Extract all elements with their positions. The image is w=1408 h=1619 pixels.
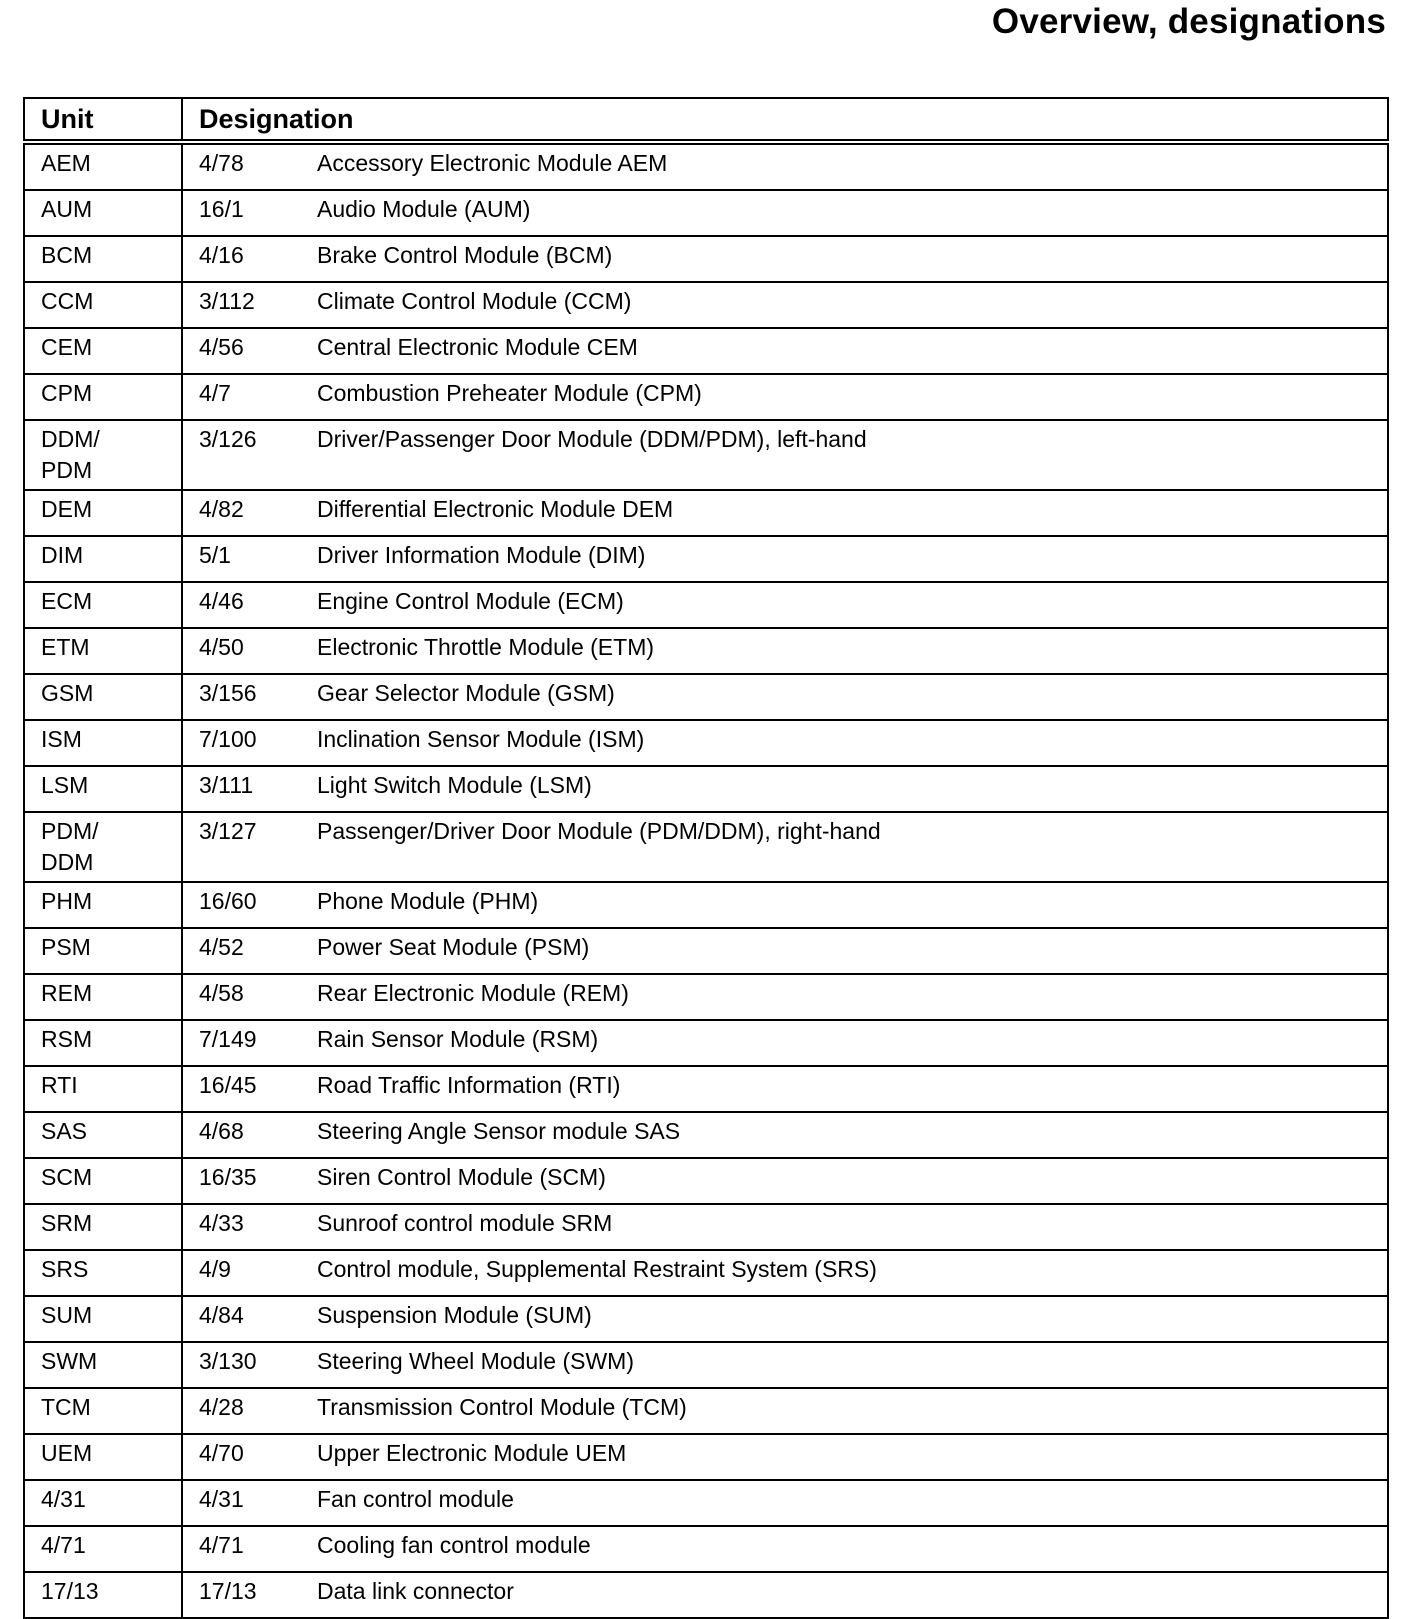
designation-code: 4/16 bbox=[199, 242, 244, 268]
designation-code: 4/28 bbox=[199, 1394, 244, 1420]
unit-cell bbox=[24, 674, 182, 720]
designation-cell bbox=[182, 1572, 1388, 1618]
designation-cell bbox=[182, 1204, 1388, 1250]
designation-code: 4/33 bbox=[199, 1210, 244, 1236]
designation-description: Light Switch Module (LSM) bbox=[317, 772, 592, 798]
designation-description: Fan control module bbox=[317, 1486, 514, 1512]
unit-name: SRS bbox=[41, 1256, 89, 1282]
table-row bbox=[24, 766, 1388, 812]
designation-code: 4/71 bbox=[199, 1532, 244, 1558]
designation-description: Transmission Control Module (TCM) bbox=[317, 1394, 687, 1420]
unit-name: REM bbox=[41, 980, 93, 1006]
designation-description: Cooling fan control module bbox=[317, 1532, 591, 1558]
designation-cell bbox=[182, 1480, 1388, 1526]
table-row bbox=[24, 1250, 1388, 1296]
designation-description: Climate Control Module (CCM) bbox=[317, 288, 632, 314]
unit-name: 17/13 bbox=[41, 1578, 99, 1604]
designation-description: Rear Electronic Module (REM) bbox=[317, 980, 629, 1006]
designation-description: Rain Sensor Module (RSM) bbox=[317, 1026, 599, 1052]
table-row bbox=[24, 536, 1388, 582]
unit-name: SCM bbox=[41, 1164, 93, 1190]
unit-cell bbox=[24, 190, 182, 236]
designation-code: 4/7 bbox=[199, 380, 231, 406]
designation-description: Suspension Module (SUM) bbox=[317, 1302, 592, 1328]
table-row bbox=[24, 328, 1388, 374]
designation-cell bbox=[182, 374, 1388, 420]
table-row bbox=[24, 1112, 1388, 1158]
designation-description: Audio Module (AUM) bbox=[317, 196, 531, 222]
unit-cell bbox=[24, 142, 182, 190]
unit-cell bbox=[24, 236, 182, 282]
table-row bbox=[24, 720, 1388, 766]
unit-name: PDM/ DDM bbox=[41, 818, 99, 875]
designation-code: 4/9 bbox=[199, 1256, 231, 1282]
designation-cell bbox=[182, 536, 1388, 582]
table-row bbox=[24, 974, 1388, 1020]
unit-name: AUM bbox=[41, 196, 93, 222]
table-header-row bbox=[24, 98, 1388, 142]
unit-name: PSM bbox=[41, 934, 91, 960]
designation-code: 3/126 bbox=[199, 426, 257, 452]
table-row bbox=[24, 1434, 1388, 1480]
unit-name: RSM bbox=[41, 1026, 93, 1052]
unit-cell bbox=[24, 1388, 182, 1434]
designation-cell bbox=[182, 328, 1388, 374]
unit-cell bbox=[24, 812, 182, 882]
unit-cell bbox=[24, 582, 182, 628]
designation-code: 7/149 bbox=[199, 1026, 257, 1052]
designation-code: 4/50 bbox=[199, 634, 244, 660]
designation-description: Combustion Preheater Module (CPM) bbox=[317, 380, 702, 406]
designation-cell bbox=[182, 928, 1388, 974]
unit-name: CPM bbox=[41, 380, 93, 406]
designation-code: 3/111 bbox=[199, 772, 254, 798]
designation-code: 4/58 bbox=[199, 980, 244, 1006]
table-row bbox=[24, 1204, 1388, 1250]
unit-cell bbox=[24, 1158, 182, 1204]
designation-cell bbox=[182, 1296, 1388, 1342]
unit-name: ETM bbox=[41, 634, 90, 660]
designation-code: 3/156 bbox=[199, 680, 257, 706]
table-row bbox=[24, 282, 1388, 328]
designation-description: Driver Information Module (DIM) bbox=[317, 542, 646, 568]
designation-cell bbox=[182, 282, 1388, 328]
designation-cell bbox=[182, 628, 1388, 674]
designation-description: Data link connector bbox=[317, 1578, 514, 1604]
unit-cell bbox=[24, 1112, 182, 1158]
designation-cell bbox=[182, 1020, 1388, 1066]
table-row bbox=[24, 142, 1388, 190]
table-row bbox=[24, 812, 1388, 882]
unit-cell bbox=[24, 1250, 182, 1296]
table-row bbox=[24, 1572, 1388, 1618]
designation-code: 16/1 bbox=[199, 196, 244, 222]
table-row bbox=[24, 1342, 1388, 1388]
table-row bbox=[24, 1526, 1388, 1572]
designation-code: 4/31 bbox=[199, 1486, 244, 1512]
unit-name: ISM bbox=[41, 726, 82, 752]
designation-description: Differential Electronic Module DEM bbox=[317, 496, 674, 522]
designation-code: 4/70 bbox=[199, 1440, 244, 1466]
unit-name: CEM bbox=[41, 334, 93, 360]
unit-name: DEM bbox=[41, 496, 93, 522]
unit-cell bbox=[24, 1204, 182, 1250]
designation-cell bbox=[182, 812, 1388, 882]
unit-cell bbox=[24, 282, 182, 328]
unit-name: 4/71 bbox=[41, 1532, 86, 1558]
unit-name: TCM bbox=[41, 1394, 91, 1420]
table-row bbox=[24, 928, 1388, 974]
designation-description: Passenger/Driver Door Module (PDM/DDM), right-hand bbox=[317, 818, 881, 844]
designation-code: 4/56 bbox=[199, 334, 244, 360]
unit-name: AEM bbox=[41, 150, 91, 176]
designation-description: Control module, Supplemental Restraint System (SRS) bbox=[317, 1256, 877, 1282]
table-row bbox=[24, 1066, 1388, 1112]
unit-cell bbox=[24, 1480, 182, 1526]
designation-cell bbox=[182, 1158, 1388, 1204]
unit-name: UEM bbox=[41, 1440, 93, 1466]
designation-description: Power Seat Module (PSM) bbox=[317, 934, 590, 960]
table-body bbox=[24, 142, 1388, 1618]
table-row bbox=[24, 1388, 1388, 1434]
designation-description: Siren Control Module (SCM) bbox=[317, 1164, 606, 1190]
page-title: Overview, designations bbox=[991, 2, 1386, 41]
designation-cell bbox=[182, 1066, 1388, 1112]
designation-code: 4/68 bbox=[199, 1118, 244, 1144]
table-row bbox=[24, 236, 1388, 282]
designation-description: Central Electronic Module CEM bbox=[317, 334, 638, 360]
unit-name: DDM/ PDM bbox=[41, 426, 100, 483]
designation-code: 7/100 bbox=[199, 726, 257, 752]
designation-cell bbox=[182, 236, 1388, 282]
designation-cell bbox=[182, 420, 1388, 490]
unit-name: LSM bbox=[41, 772, 89, 798]
designation-cell bbox=[182, 490, 1388, 536]
designation-cell bbox=[182, 190, 1388, 236]
unit-cell bbox=[24, 328, 182, 374]
unit-cell bbox=[24, 1296, 182, 1342]
unit-name: 4/31 bbox=[41, 1486, 86, 1512]
designation-description: Gear Selector Module (GSM) bbox=[317, 680, 615, 706]
designation-code: 4/82 bbox=[199, 496, 244, 522]
unit-cell bbox=[24, 628, 182, 674]
designation-cell bbox=[182, 142, 1388, 190]
unit-cell bbox=[24, 374, 182, 420]
table-row bbox=[24, 1020, 1388, 1066]
unit-name: SAS bbox=[41, 1118, 88, 1144]
unit-cell bbox=[24, 1020, 182, 1066]
unit-cell bbox=[24, 766, 182, 812]
designation-description: Electronic Throttle Module (ETM) bbox=[317, 634, 655, 660]
designation-description: Steering Angle Sensor module SAS bbox=[317, 1118, 681, 1144]
designation-cell bbox=[182, 582, 1388, 628]
designation-cell bbox=[182, 720, 1388, 766]
unit-cell bbox=[24, 1572, 182, 1618]
designation-cell bbox=[182, 1434, 1388, 1480]
designation-code: 3/130 bbox=[199, 1348, 257, 1374]
unit-name: SWM bbox=[41, 1348, 98, 1374]
unit-cell bbox=[24, 974, 182, 1020]
unit-name: DIM bbox=[41, 542, 84, 568]
unit-cell bbox=[24, 536, 182, 582]
unit-name: SUM bbox=[41, 1302, 93, 1328]
unit-name: SRM bbox=[41, 1210, 93, 1236]
designation-cell bbox=[182, 974, 1388, 1020]
designation-cell bbox=[182, 1112, 1388, 1158]
designation-cell bbox=[182, 766, 1388, 812]
designation-cell bbox=[182, 1250, 1388, 1296]
table-row bbox=[24, 190, 1388, 236]
designations-table bbox=[23, 97, 1389, 1619]
table-row bbox=[24, 1296, 1388, 1342]
designation-code: 3/112 bbox=[199, 288, 255, 314]
unit-cell bbox=[24, 1342, 182, 1388]
table-row bbox=[24, 882, 1388, 928]
designation-description: Upper Electronic Module UEM bbox=[317, 1440, 627, 1466]
unit-column-header: Unit bbox=[24, 98, 182, 142]
designation-code: 4/84 bbox=[199, 1302, 244, 1328]
designation-description: Sunroof control module SRM bbox=[317, 1210, 613, 1236]
unit-cell bbox=[24, 882, 182, 928]
table-row bbox=[24, 674, 1388, 720]
table-row bbox=[24, 1480, 1388, 1526]
unit-cell bbox=[24, 1066, 182, 1112]
designation-column-header: Designation bbox=[182, 98, 1388, 142]
designation-code: 4/46 bbox=[199, 588, 244, 614]
designation-code: 16/35 bbox=[199, 1164, 257, 1190]
table-row bbox=[24, 582, 1388, 628]
designation-description: Road Traffic Information (RTI) bbox=[317, 1072, 621, 1098]
designation-cell bbox=[182, 1388, 1388, 1434]
designation-code: 4/78 bbox=[199, 150, 244, 176]
unit-name: GSM bbox=[41, 680, 94, 706]
designation-description: Phone Module (PHM) bbox=[317, 888, 539, 914]
designation-description: Brake Control Module (BCM) bbox=[317, 242, 613, 268]
unit-cell bbox=[24, 420, 182, 490]
unit-cell bbox=[24, 720, 182, 766]
designation-cell bbox=[182, 1526, 1388, 1572]
table-row bbox=[24, 490, 1388, 536]
designation-description: Engine Control Module (ECM) bbox=[317, 588, 624, 614]
unit-cell bbox=[24, 490, 182, 536]
designation-cell bbox=[182, 674, 1388, 720]
unit-cell bbox=[24, 1434, 182, 1480]
table-row bbox=[24, 1158, 1388, 1204]
unit-cell bbox=[24, 1526, 182, 1572]
unit-name: PHM bbox=[41, 888, 93, 914]
designation-cell bbox=[182, 1342, 1388, 1388]
designation-code: 16/60 bbox=[199, 888, 257, 914]
designation-cell bbox=[182, 882, 1388, 928]
designation-description: Accessory Electronic Module AEM bbox=[317, 150, 668, 176]
designation-description: Steering Wheel Module (SWM) bbox=[317, 1348, 634, 1374]
designation-code: 4/52 bbox=[199, 934, 244, 960]
unit-name: ECM bbox=[41, 588, 93, 614]
designation-code: 17/13 bbox=[199, 1578, 257, 1604]
unit-cell bbox=[24, 928, 182, 974]
table-row bbox=[24, 420, 1388, 490]
unit-name: CCM bbox=[41, 288, 94, 314]
unit-name: RTI bbox=[41, 1072, 78, 1098]
designation-code: 5/1 bbox=[199, 542, 231, 568]
table-row bbox=[24, 374, 1388, 420]
table-row bbox=[24, 628, 1388, 674]
unit-name: BCM bbox=[41, 242, 93, 268]
designation-code: 3/127 bbox=[199, 818, 257, 844]
designation-code: 16/45 bbox=[199, 1072, 257, 1098]
designation-description: Inclination Sensor Module (ISM) bbox=[317, 726, 645, 752]
designation-description: Driver/Passenger Door Module (DDM/PDM), left-hand bbox=[317, 426, 867, 452]
